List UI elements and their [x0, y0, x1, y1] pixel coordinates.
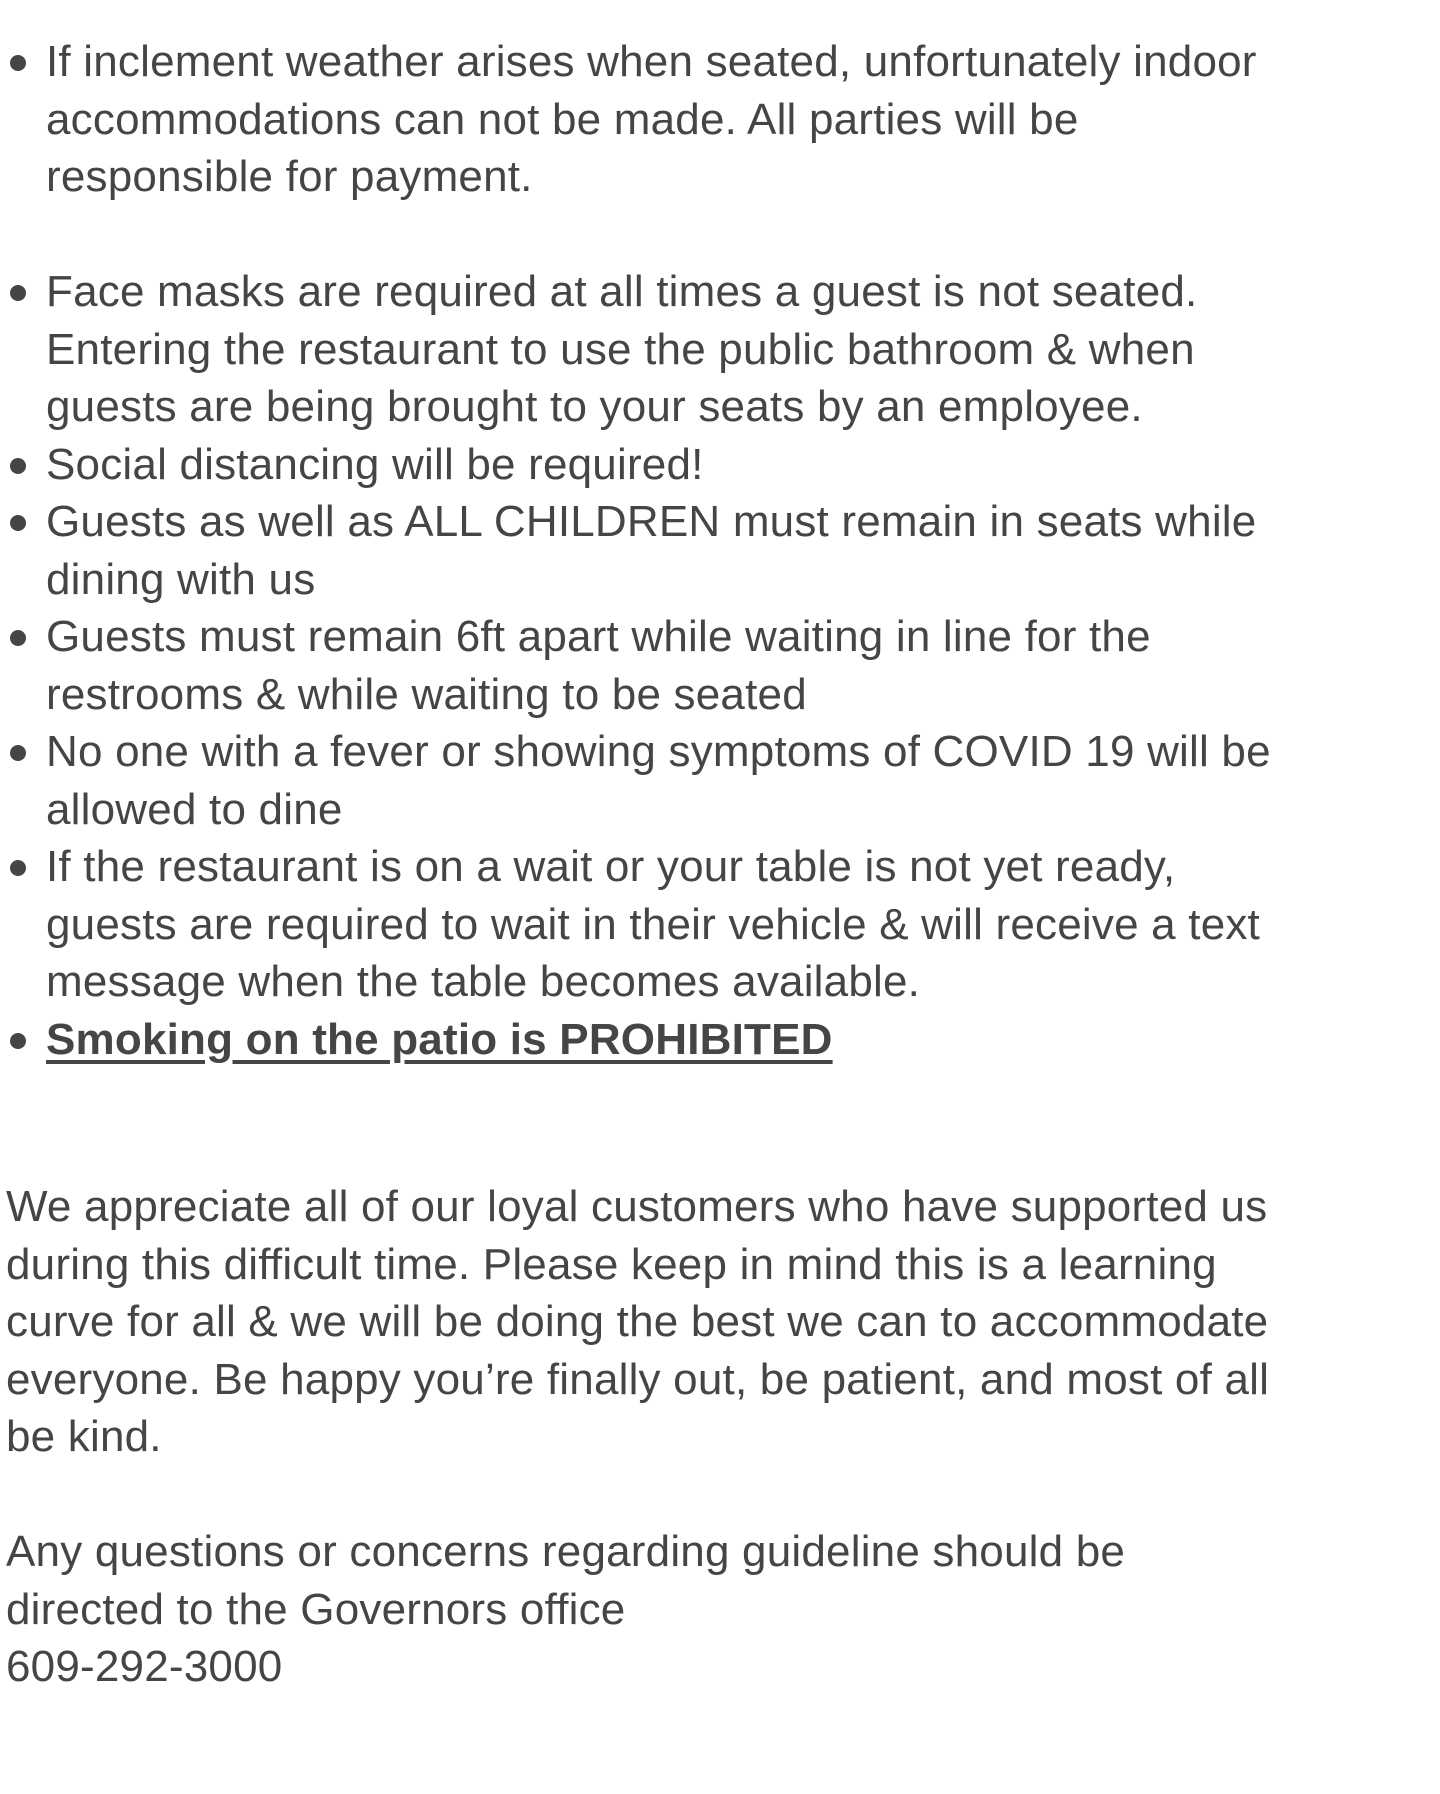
guideline-text: Face masks are required at all times a guest is not seated. Entering the restaurant to use the public bathroom & when guests are being brought to your seats by an employee.	[46, 267, 1198, 431]
appreciation-paragraph: We appreciate all of our loyal customers who have supported us during this difficult time. Please keep in mind this is a learning curve for all & we will be doing the best we can to accommodate everyone. Be happy you’re finally out, be patient, and most of all be kind.	[6, 1182, 1270, 1461]
guideline-text: Guests as well as ALL CHILDREN must remain in seats while dining with us	[46, 497, 1257, 604]
bullet-icon	[10, 55, 26, 71]
guideline-text: Social distancing will be required!	[46, 439, 704, 489]
guideline-text-emphasis: Smoking on the patio is PROHIBITED	[46, 1014, 833, 1064]
bullet-icon	[10, 1033, 26, 1049]
questions-paragraph: Any questions or concerns regarding guideline should be directed to the Governors office 609-292-3000	[6, 1523, 1426, 1696]
guideline-social-distancing	[10, 436, 1420, 494]
bullet-icon	[10, 630, 26, 646]
guideline-text: If the restaurant is on a wait or your table is not yet ready, guests are required to wait in their vehicle & will receive a text message when the table becomes available.	[46, 842, 1260, 1006]
bullet-icon	[10, 285, 26, 301]
governors-office-phone: 609-292-3000	[6, 1642, 283, 1691]
guideline-six-feet-apart	[10, 608, 1420, 723]
guideline-text: Guests must remain 6ft apart while waiting in line for the restrooms & while waiting to be seated	[46, 612, 1151, 719]
guideline-covid-symptoms	[10, 723, 1420, 838]
bullet-icon	[10, 860, 26, 876]
guideline-face-masks	[10, 263, 1420, 436]
guideline-wait-in-vehicle	[10, 838, 1420, 1011]
guideline-text: No one with a fever or showing symptoms of COVID 19 will be allowed to dine	[46, 727, 1271, 834]
bullet-icon	[10, 745, 26, 761]
bullet-icon	[10, 458, 26, 474]
guideline-remain-seated	[10, 493, 1420, 608]
bullet-icon	[10, 515, 26, 531]
guideline-text: If inclement weather arises when seated, unfortunately indoor accommodations can not be made. All parties will be responsible for payment.	[46, 37, 1257, 201]
guidelines-list	[10, 33, 1420, 1068]
guideline-no-smoking	[10, 1011, 1420, 1069]
guideline-inclement-weather	[10, 33, 1420, 206]
